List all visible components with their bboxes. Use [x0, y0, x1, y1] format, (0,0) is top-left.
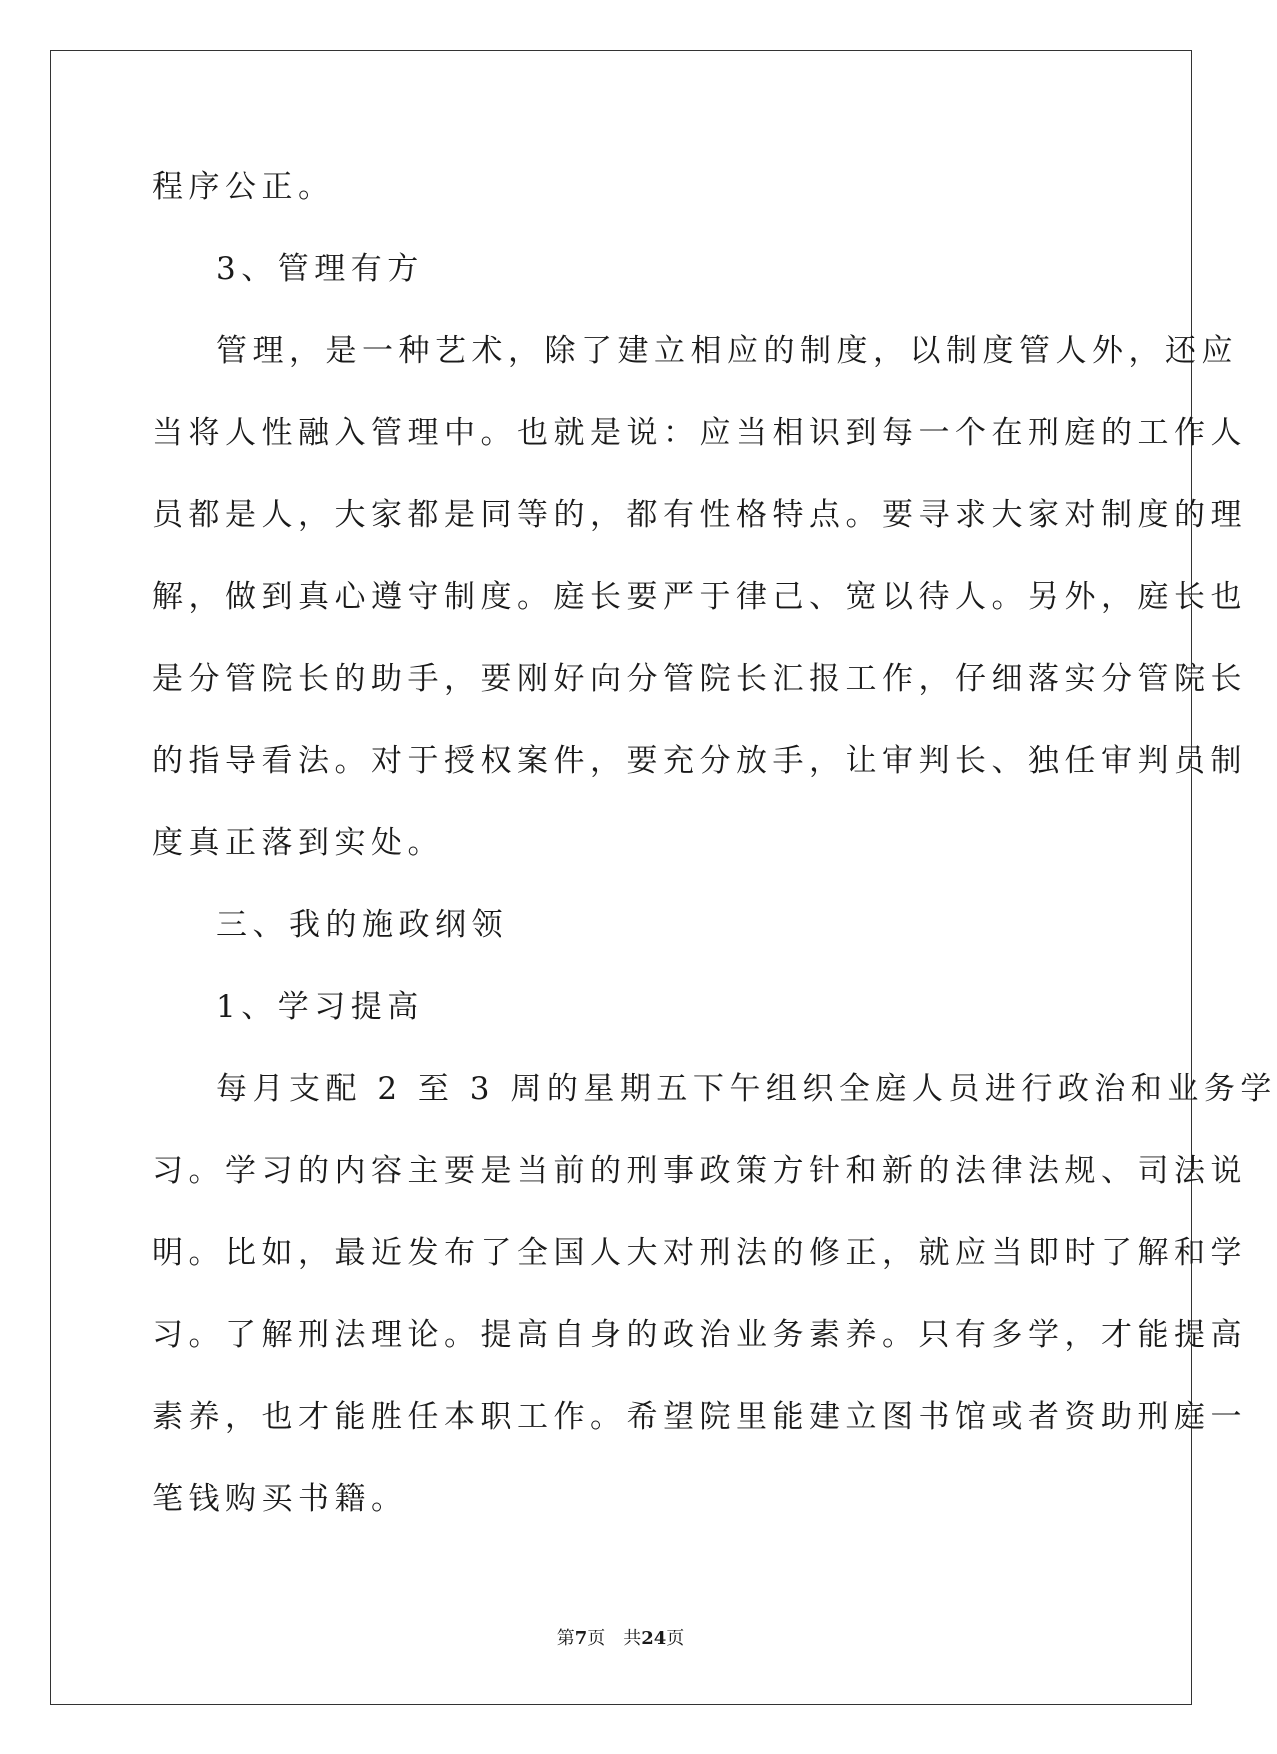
section-heading: 三、我的施政纲领 — [216, 907, 508, 943]
section-heading: 3、管理有方 — [216, 251, 424, 287]
body-line: 每月支配 2 至 3 周的星期五下午组织全庭人员进行政治和业务学 — [216, 1071, 1277, 1107]
body-line: 笔钱购买书籍。 — [152, 1481, 408, 1517]
body-line: 程序公正。 — [152, 169, 335, 205]
body-line: 的指导看法。对于授权案件，要充分放手，让审判长、独任审判员制 — [152, 743, 1247, 779]
body-line: 习。学习的内容主要是当前的刑事政策方针和新的法律法规、司法说 — [152, 1153, 1247, 1189]
footer-page-total: 24 — [641, 1628, 667, 1649]
footer-prefix: 第 — [556, 1628, 575, 1649]
document-body — [152, 160, 1277, 1554]
page-footer — [0, 1624, 1241, 1654]
body-line: 是分管院长的助手，要刚好向分管院长汇报工作，仔细落实分管院长 — [152, 661, 1247, 697]
body-line: 解，做到真心遵守制度。庭长要严于律己、宽以待人。另外，庭长也 — [152, 579, 1247, 615]
section-heading: 1、学习提高 — [216, 989, 424, 1025]
body-line: 当将人性融入管理中。也就是说：应当相识到每一个在刑庭的工作人 — [152, 415, 1247, 451]
body-line: 明。比如，最近发布了全国人大对刑法的修正，就应当即时了解和学 — [152, 1235, 1247, 1271]
body-line: 度真正落到实处。 — [152, 825, 444, 861]
body-line: 习。了解刑法理论。提高自身的政治业务素养。只有多学，才能提高 — [152, 1317, 1247, 1353]
body-line: 管理，是一种艺术，除了建立相应的制度，以制度管人外，还应 — [216, 333, 1238, 369]
footer-suffix: 页 — [666, 1628, 685, 1649]
footer-mid: 页 共 — [587, 1628, 642, 1649]
body-line: 员都是人，大家都是同等的，都有性格特点。要寻求大家对制度的理 — [152, 497, 1247, 533]
footer-page-number: 7 — [574, 1628, 588, 1649]
body-line: 素养，也才能胜任本职工作。希望院里能建立图书馆或者资助刑庭一 — [152, 1399, 1247, 1435]
